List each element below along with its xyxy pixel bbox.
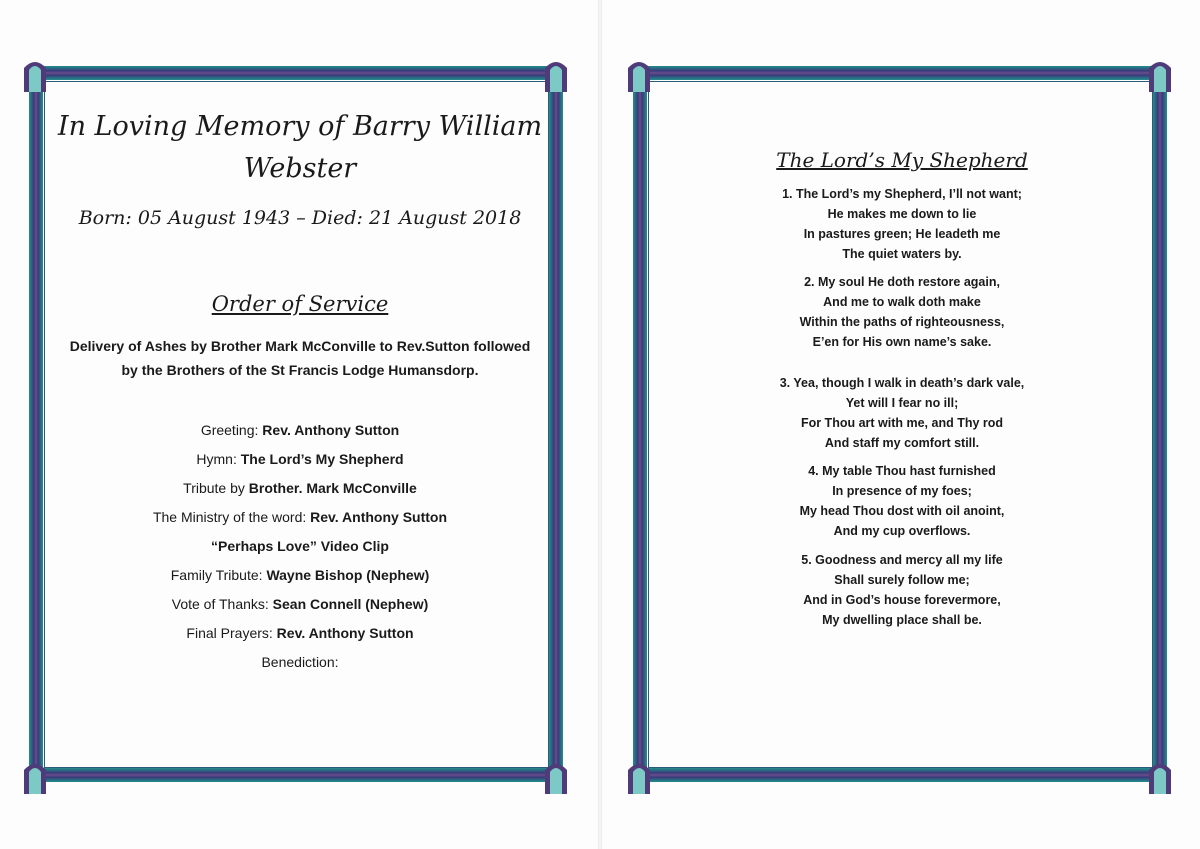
right-page [602, 0, 1200, 849]
corner-ornament-icon [626, 58, 652, 92]
corner-ornament-icon [1147, 58, 1173, 92]
hymn-verse-4: 4. My table Thou hast furnished In presence of my foes; My head Thou dost with oil anoint, And my cup overflows. [799, 464, 1005, 538]
list-item: Hymn: The Lord’s My Shepherd [196, 451, 404, 467]
list-item: Vote of Thanks: Sean Connell (Nephew) [171, 596, 429, 612]
birth-death-dates: Born: 05 August 1943 – Died: 21 August 2018 [78, 207, 522, 229]
corner-ornament-icon [543, 58, 569, 92]
list-item: Final Prayers: Rev. Anthony Sutton [186, 625, 414, 641]
corner-ornament-icon [22, 58, 48, 92]
hymn-title: The Lord’s My Shepherd [776, 148, 1028, 172]
corner-ornament-icon [22, 760, 48, 794]
service-intro [40, 334, 560, 382]
left-page [0, 0, 598, 849]
hymn-verse-1: 1. The Lord’s my Shepherd, I’ll not want; He makes me down to lie In pastures green; He leadeth me The quiet waters by. [782, 187, 1022, 261]
intro-line2: by the Brothers of the St Francis Lodge Humansdorp. [121, 362, 479, 378]
order-of-service-heading: Order of Service [211, 292, 389, 316]
memorial-title-line1: In Loving Memory of Barry William [57, 111, 543, 142]
corner-ornament-icon [626, 760, 652, 794]
hymn-verse-2: 2. My soul He doth restore again, And me to walk doth make Within the paths of righteousness, E’en for His own name’s sake. [799, 275, 1005, 349]
hymn-verse-5: 5. Goodness and mercy all my life Shall surely follow me; And in God’s house forevermore, My dwelling place shall be. [801, 553, 1003, 627]
list-item: Greeting: Rev. Anthony Sutton [200, 422, 400, 438]
corner-ornament-icon [1147, 760, 1173, 794]
list-item: Benediction: [261, 654, 339, 670]
list-item: “Perhaps Love” Video Clip [211, 538, 389, 554]
corner-ornament-icon [543, 760, 569, 794]
list-item: The Ministry of the word: Rev. Anthony Sutton [152, 509, 448, 525]
service-order-list [40, 416, 560, 677]
hymn-verse-3: 3. Yea, though I walk in death’s dark vale, Yet will I fear no ill; For Thou art with me, and Thy rod And staff my comfort still. [779, 376, 1025, 450]
intro-line1: Delivery of Ashes by Brother Mark McConville to Rev.Sutton followed [69, 338, 531, 354]
list-item: Tribute by Brother. Mark McConville [183, 480, 417, 496]
memorial-title-line2: Webster [243, 153, 357, 184]
memorial-header [40, 106, 560, 190]
list-item: Family Tribute: Wayne Bishop (Nephew) [170, 567, 430, 583]
